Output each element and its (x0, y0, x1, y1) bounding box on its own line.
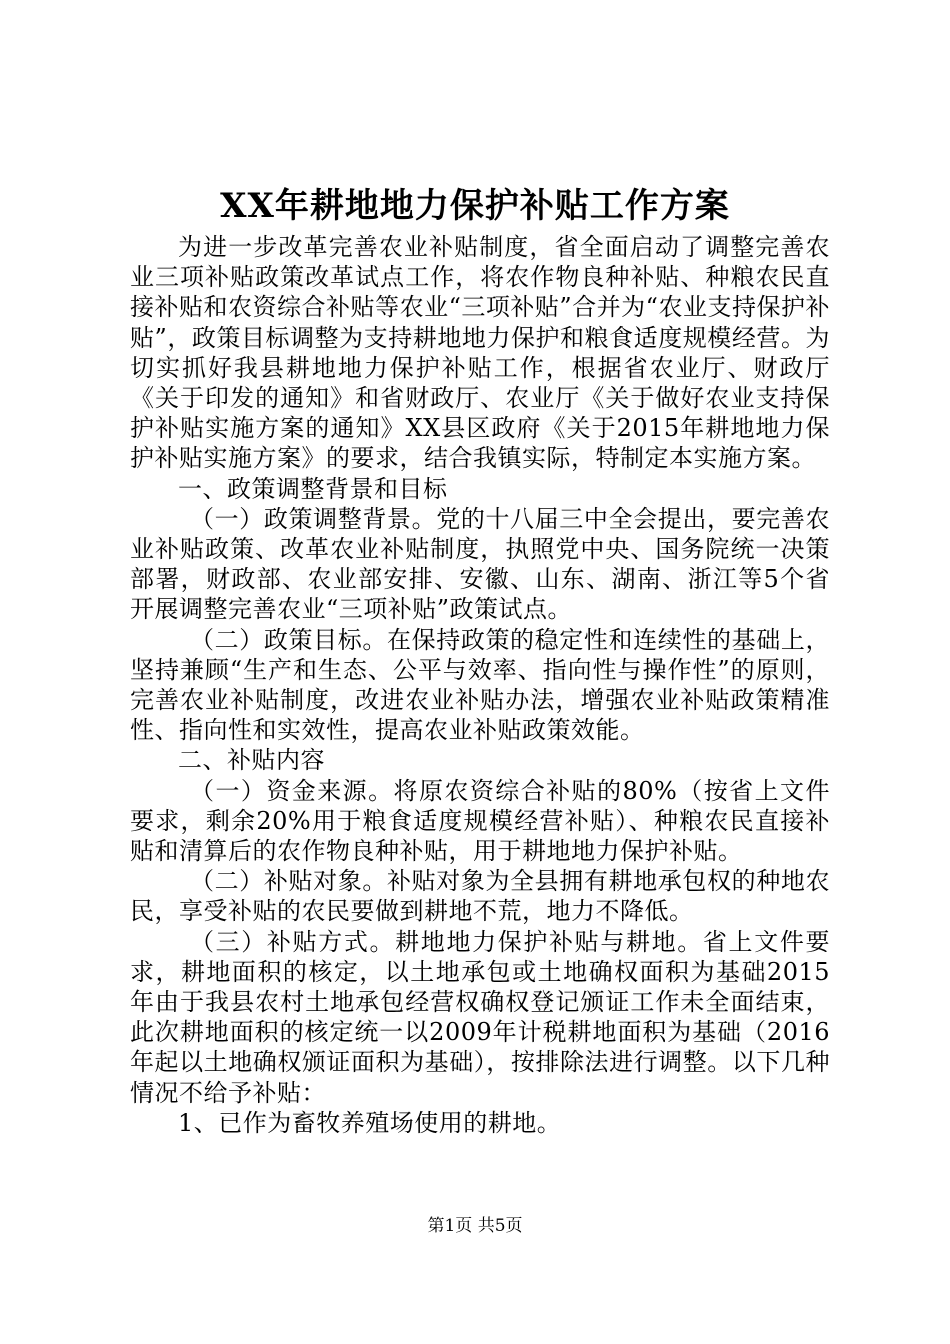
paragraph-funding-source: （一）资金来源。将原农资综合补贴的80%（按省上文件要求，剩余20%用于粮食适度规模经营补贴）、种粮农民直接补贴和清算后的农作物良种补贴，用于耕地地力保护补贴。 (130, 776, 830, 866)
paragraph-subsidy-method: （三）补贴方式。耕地地力保护补贴与耕地。省上文件要求，耕地面积的核定，以土地承包或土地确权面积为基础2015年由于我县农村土地承包经营权确权登记颁证工作未全面结束，此次耕地面积的核定统一以2009年计税耕地面积为基础（2016年起以土地确权颁证面积为基础），按排除法进行调整。以下几种情况不给予补贴： (130, 927, 830, 1107)
paragraph-policy-goal: （二）政策目标。在保持政策的稳定性和连续性的基础上，坚持兼顾“生产和生态、公平与效率、指向性与操作性”的原则，完善农业补贴制度，改进农业补贴办法，增强农业补贴政策精准性、指向性和实效性，提高农业补贴政策效能。 (130, 625, 830, 745)
section-heading-2: 二、补贴内容 (178, 746, 325, 775)
document-title: XX年耕地地力保护补贴工作方案 (220, 186, 730, 226)
document-body (130, 232, 830, 1138)
paragraph-subsidy-target: （二）补贴对象。补贴对象为全县拥有耕地承包权的种地农民，享受补贴的农民要做到耕地不荒，地力不降低。 (130, 867, 830, 926)
page-number-footer: 第1页 共5页 (427, 1216, 523, 1236)
list-item-1: 1、已作为畜牧养殖场使用的耕地。 (178, 1108, 562, 1137)
intro-paragraph: 为进一步改革完善农业补贴制度，省全面启动了调整完善农业三项补贴政策改革试点工作，将农作物良种补贴、种粮农民直接补贴和农资综合补贴等农业“三项补贴”合并为“农业支持保护补贴”，政策目标调整为支持耕地地力保护和粮食适度规模经营。为切实抓好我县耕地地力保护补贴工作，根据省农业厅、财政厅《关于印发的通知》和省财政厅、农业厅《关于做好农业支持保护补贴实施方案的通知》XX县区政府《关于2015年耕地地力保护补贴实施方案》的要求，结合我镇实际，特制定本实施方案。 (130, 233, 830, 473)
section-heading-1: 一、政策调整背景和目标 (178, 474, 448, 503)
paragraph-policy-background: （一）政策调整背景。党的十八届三中全会提出，要完善农业补贴政策、改革农业补贴制度，执照党中央、国务院统一决策部署，财政部、农业部安排、安徽、山东、湖南、浙江等5个省开展调整完善农业“三项补贴”政策试点。 (130, 504, 830, 624)
